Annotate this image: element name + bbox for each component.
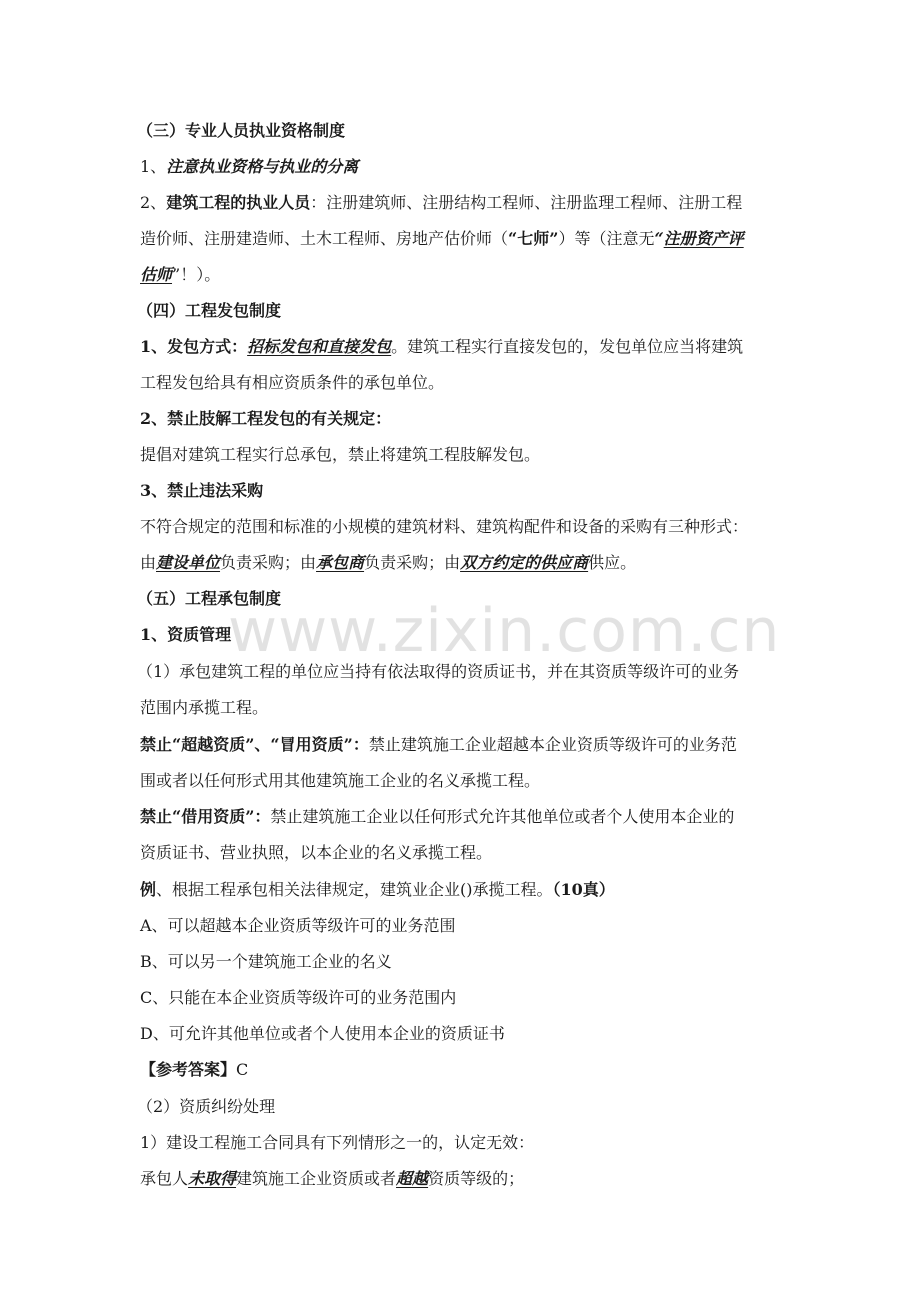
s5-item-1-label: 1、资质管理	[140, 625, 232, 644]
open-quote: “	[654, 229, 664, 248]
asset-appraiser-emphasis: 注册资产评	[663, 229, 744, 248]
form-text-1: 负责采购；由	[220, 553, 317, 572]
example-label: 例	[140, 880, 157, 899]
option-d: D、可允许其他单位或者个人使用本企业的资质证书	[140, 1024, 505, 1043]
s3-item-2-number: 2、	[140, 193, 167, 212]
s4-item-1-line-1	[140, 335, 790, 359]
option-b: B、可以另一个建筑施工企业的名义	[140, 952, 392, 971]
not-obtained-emphasis: 未取得	[188, 1169, 237, 1188]
ban-borrow-line-2: 资质证书、营业执照，以本企业的名义承揽工程。	[140, 843, 493, 862]
s4-item-1-label: 1、发包方式：	[140, 337, 248, 356]
s3-line3-tail: ”！）。	[172, 265, 221, 284]
example-text: 、根据工程承包相关法律规定，建筑业企业()承揽工程。	[156, 880, 553, 899]
ban-exceed-line-1	[140, 733, 790, 757]
ban-borrow-label: 禁止“借用资质”：	[140, 807, 271, 826]
s4-item-3-label: 3、禁止违法采购	[140, 481, 264, 500]
s4-item-1-line-2: 工程发包给具有相应资质条件的承包单位。	[140, 373, 445, 392]
s3-item-2-line-2	[140, 227, 790, 251]
s4-item-1-emphasis: 招标发包和直接发包	[247, 337, 392, 356]
section-4-heading: （四）工程发包制度	[137, 301, 282, 320]
asset-appraiser-emphasis-end: 估师	[140, 265, 173, 284]
contractor-emphasis: 承包商	[316, 553, 365, 572]
s4-item-3-text: 不符合规定的范围和标准的小规模的建筑材料、建筑构配件和设备的采购有三种形式：	[140, 517, 749, 536]
s3-line2-part-c: ）等（注意无	[558, 229, 655, 248]
form-text-2: 负责采购；由	[364, 553, 461, 572]
exceed-emphasis: 超越	[396, 1169, 429, 1188]
section-3-heading: （三）专业人员执业资格制度	[137, 121, 346, 140]
s4-item-3-forms	[140, 551, 790, 575]
watermark: www.zixin.com.cn	[228, 596, 781, 666]
detail-part-c: 建筑施工企业资质或者	[236, 1169, 397, 1188]
ban-borrow-text: 禁止建筑施工企业以任何形式允许其他单位或者个人使用本企业的	[270, 807, 735, 826]
s3-line2-part-a: 造价师、注册建造师、土木工程师、房地产估价师（	[140, 229, 509, 248]
option-a: A、可以超越本企业资质等级许可的业务范围	[140, 916, 456, 935]
ban-exceed-line-2: 围或者以任何形式用其他建筑施工企业的名义承揽工程。	[140, 771, 541, 790]
s3-item-2-line-3	[140, 263, 790, 287]
s5-para-2-item-1: 1）建设工程施工合同具有下列情形之一的，认定无效：	[140, 1133, 535, 1152]
ban-exceed-label: 禁止“超越资质”、“冒用资质”：	[140, 735, 369, 754]
s4-item-2-label: 2、禁止肢解工程发包的有关规定：	[140, 409, 392, 428]
s5-para-2-heading: （2）资质纠纷处理	[137, 1097, 276, 1116]
s5-para-1-line-2: 范围内承揽工程。	[140, 698, 269, 717]
detail-part-e: 资质等级的；	[428, 1169, 525, 1188]
s3-item-2-label: 建筑工程的执业人员	[166, 193, 311, 212]
s4-item-1-text: 。建筑工程实行直接发包的，发包单位应当将建筑	[391, 337, 744, 356]
answer-value: C	[236, 1060, 249, 1079]
ban-borrow-line-1	[140, 805, 790, 829]
ban-exceed-text: 禁止建筑施工企业超越本企业资质等级许可的业务范	[368, 735, 737, 754]
detail-part-a: 承包人	[140, 1169, 189, 1188]
option-c: C、只能在本企业资质等级许可的业务范围内	[140, 988, 457, 1007]
s4-item-2-text: 提倡对建筑工程实行总承包，禁止将建筑工程肢解发包。	[140, 445, 541, 464]
agreed-supplier-emphasis: 双方约定的供应商	[460, 553, 589, 572]
s3-item-2-line-1	[140, 191, 790, 215]
construction-unit-emphasis: 建设单位	[156, 553, 221, 572]
section-5-heading: （五）工程承包制度	[137, 589, 282, 608]
seven-teachers-label: “七师”	[508, 229, 559, 248]
s5-para-2-item-1-detail	[140, 1167, 790, 1191]
answer-line	[140, 1058, 790, 1082]
answer-label: 【参考答案】	[140, 1060, 237, 1079]
s3-item-1-text: 注意执业资格与执业的分离	[166, 157, 359, 176]
example-question	[140, 878, 790, 902]
example-tag: （10真）	[552, 880, 615, 899]
s3-item-1	[140, 155, 790, 179]
s3-item-1-number: 1、	[140, 157, 167, 176]
s3-item-2-text: ：注册建筑师、注册结构工程师、注册监理工程师、注册工程	[310, 193, 743, 212]
form-prefix-1: 由	[140, 553, 157, 572]
s5-para-1-line-1: （1）承包建筑工程的单位应当持有依法取得的资质证书，并在其资质等级许可的业务	[137, 662, 740, 681]
form-text-3: 供应。	[588, 553, 637, 572]
